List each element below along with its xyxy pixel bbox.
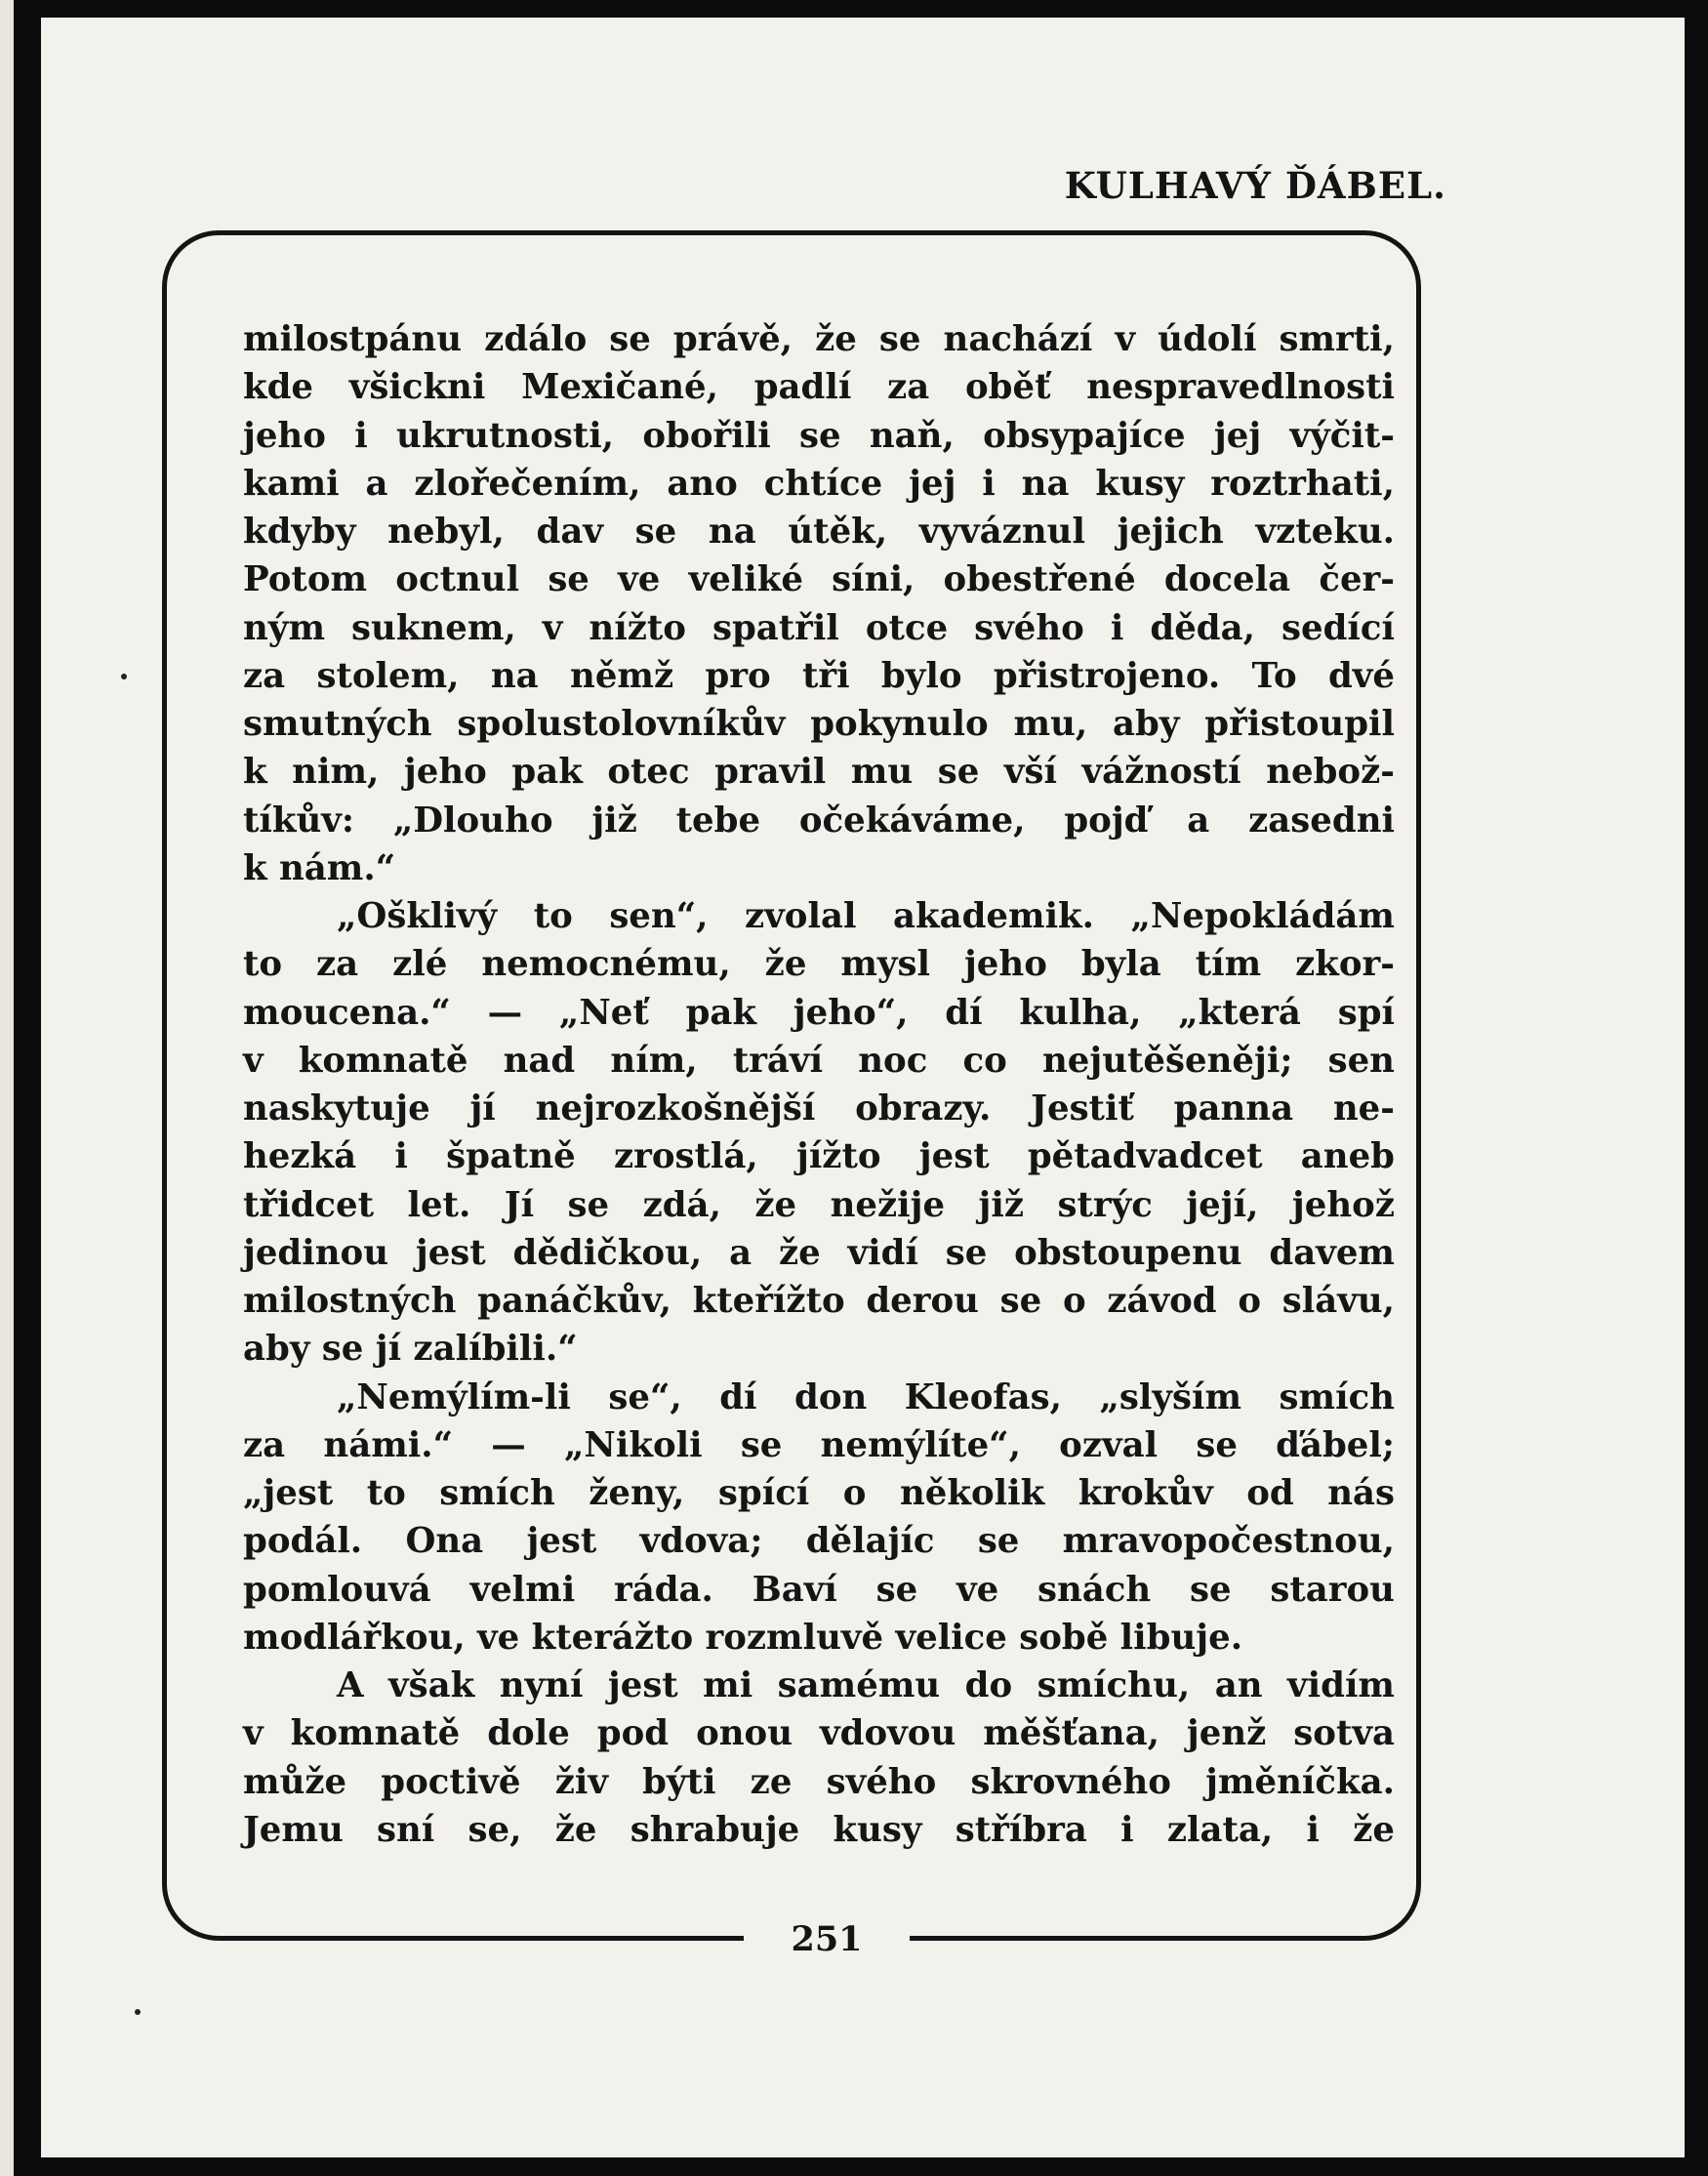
text-line: smutných spolustolovníkův pokynulo mu, aby přistoupil	[243, 704, 1395, 744]
book-page	[41, 18, 1685, 2157]
text-line: aby se jí zalíbili.“	[243, 1329, 578, 1370]
ink-speck	[135, 2009, 141, 2015]
text-line: za stolem, na němž pro tři bylo přistrojeno. To dvé	[243, 655, 1395, 696]
text-line: „jest to smích ženy, spící o několik krokův od nás	[243, 1473, 1395, 1513]
text-line: k nám.“	[243, 847, 396, 888]
text-line: moucena.“ — „Neť pak jeho“, dí kulha, „která spí	[243, 992, 1395, 1033]
text-line: A však nyní jest mi samému do smíchu, an vidím	[337, 1665, 1395, 1705]
text-line: tíkův: „Dlouho již tebe očekáváme, pojď a zasedni	[243, 800, 1395, 841]
text-line: to za zlé nemocnému, že mysl jeho byla tím zkor-	[243, 944, 1395, 985]
text-line: za námi.“ — „Nikoli se nemýlíte“, ozval se ďábel;	[243, 1424, 1395, 1465]
text-line: naskytuje jí nejrozkošnější obrazy. Jestiť panna ne-	[243, 1088, 1395, 1129]
text-line: hezká i špatně zrostlá, jížto jest pětadvadcet aneb	[243, 1136, 1395, 1177]
text-line: jeho i ukrutnosti, obořili se naň, obsypajíce jej výčit-	[243, 415, 1395, 456]
text-line: Jemu sní se, že shrabuje kusy stříbra i zlata, i že	[243, 1809, 1395, 1850]
text-line: podál. Ona jest vdova; dělajíc se mravopočestnou,	[243, 1521, 1395, 1562]
page-number: 251	[791, 1919, 863, 1959]
text-line: třidcet let. Jí se zdá, že nežije již strýc její, jehož	[243, 1184, 1395, 1225]
text-line: jedinou jest dědičkou, a že vidí se obstoupenu davem	[243, 1232, 1395, 1273]
body-text	[243, 315, 1395, 1854]
text-line: k nim, jeho pak otec pravil mu se vší vážností nebož-	[243, 752, 1395, 793]
text-line: kdyby nebyl, dav se na útěk, vyváznul jejich vzteku.	[243, 512, 1395, 552]
text-line: v komnatě nad ním, tráví noc co nejutěšeněji; sen	[243, 1040, 1395, 1081]
text-line: milostných panáčkův, kteřížto derou se o závod o slávu,	[243, 1281, 1395, 1321]
text-line: milostpánu zdálo se právě, že se nachází v údolí smrti,	[243, 319, 1395, 359]
text-line: může poctivě živ býti ze svého skrovného jměníčka.	[243, 1761, 1395, 1802]
text-line: kde všickni Mexičané, padlí za oběť nespravedlnosti	[243, 367, 1395, 408]
text-line: v komnatě dole pod onou vdovou měšťana, jenž sotva	[243, 1713, 1395, 1754]
text-line: „Nemýlím-li se“, dí don Kleofas, „slyším smích	[337, 1376, 1395, 1417]
text-line: kami a zlořečením, ano chtíce jej i na kusy roztrhati,	[243, 463, 1395, 504]
text-line: pomlouvá velmi ráda. Baví se ve snách se starou	[243, 1569, 1395, 1610]
ink-speck	[121, 674, 127, 679]
facing-page-edge	[0, 0, 14, 2176]
text-line: Potom octnul se ve veliké síni, obestřené docela čer-	[243, 559, 1395, 600]
text-line: „Ošklivý to sen“, zvolal akademik. „Nepokládám	[337, 896, 1395, 936]
text-line: ným suknem, v nížto spatřil otce svého i děda, sedící	[243, 607, 1395, 648]
text-line: modlářkou, ve kterážto rozmluvě velice sobě libuje.	[243, 1617, 1243, 1658]
running-head: KULHAVÝ ĎÁBEL.	[1064, 164, 1446, 207]
